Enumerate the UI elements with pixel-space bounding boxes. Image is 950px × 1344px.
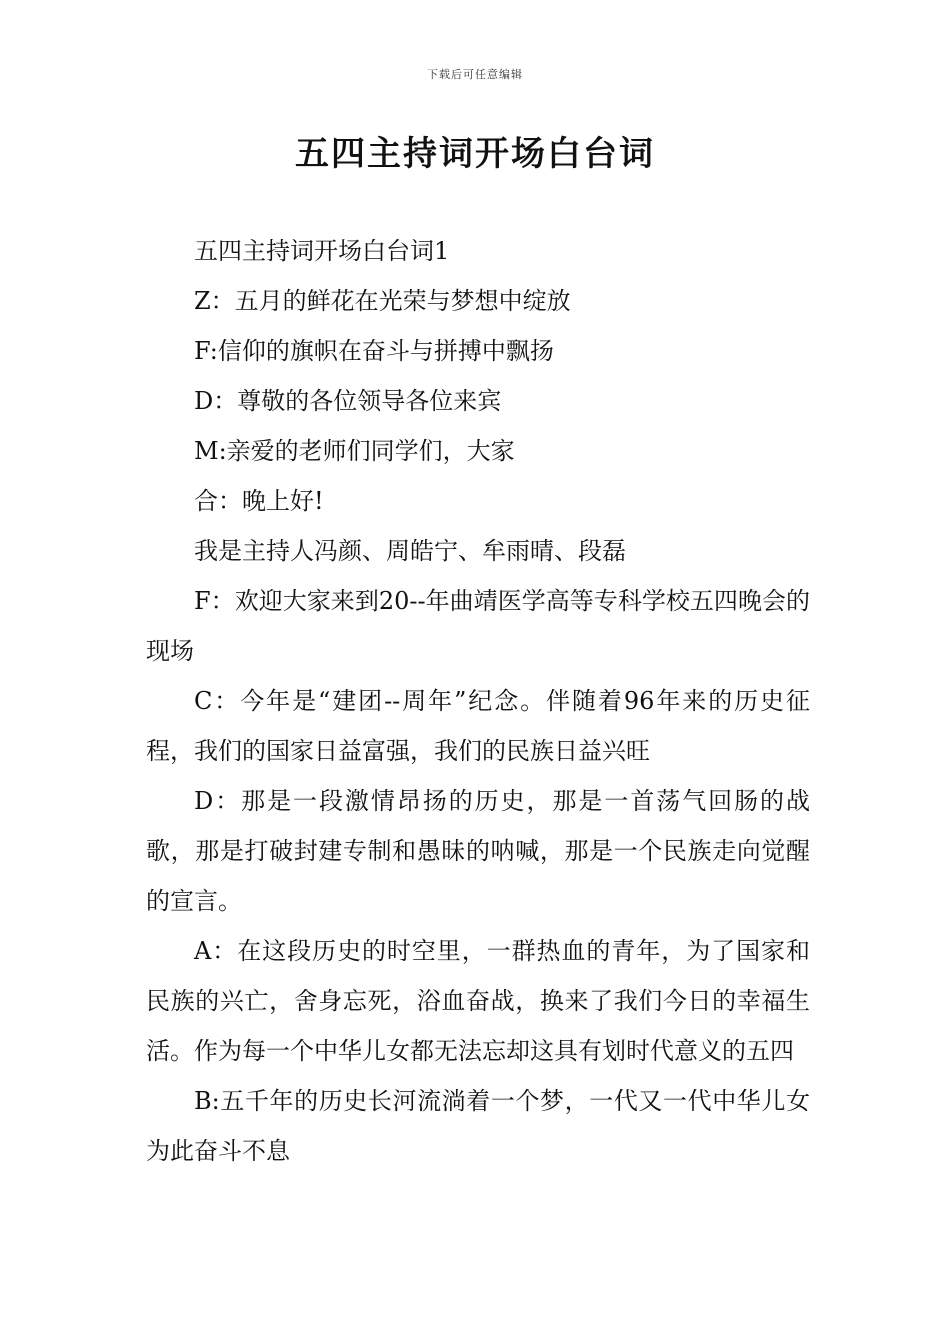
paragraph-line-z: Z：五月的鲜花在光荣与梦想中绽放 <box>194 287 571 315</box>
paragraph-line-a: A：在这段历史的时空里，一群热血的青年，为了国家和民族的兴亡，舍身忘死，浴血奋战，换来了我们今日的幸福生活。作为每一个中华儿女都无法忘却这具有划时代意义的五四 <box>146 937 810 1065</box>
paragraph-line-c: C：今年是“建团--周年”纪念。伴随着96年来的历史征程，我们的国家日益富强，我们的民族日益兴旺 <box>146 687 810 765</box>
paragraph-subtitle: 五四主持词开场白台词1 <box>194 237 450 265</box>
paragraph-line-d2: D：那是一段激情昂扬的历史，那是一首荡气回肠的战歌，那是打破封建专制和愚昧的呐喊，那是一个民族走向觉醒的宣言。 <box>146 787 810 915</box>
paragraph-line-f1: F:信仰的旗帜在奋斗与拼搏中飘扬 <box>194 337 554 365</box>
paragraph-line-d1: D：尊敬的各位领导各位来宾 <box>194 387 502 415</box>
paragraph-line-b: B:五千年的历史长河流淌着一个梦，一代又一代中华儿女为此奋斗不息 <box>146 1087 810 1165</box>
header-note: 下载后可任意编辑 <box>427 68 523 81</box>
paragraph-line-he: 合：晚上好! <box>194 487 324 515</box>
paragraph-line-f2: F：欢迎大家来到20--年曲靖医学高等专科学校五四晚会的现场 <box>146 587 810 665</box>
paragraph-hosts: 我是主持人冯颜、周皓宁、牟雨晴、段磊 <box>194 537 626 565</box>
paragraph-line-m: M:亲爱的老师们同学们，大家 <box>194 437 515 465</box>
document-body <box>146 226 810 1176</box>
page-title: 五四主持词开场白台词 <box>295 134 655 174</box>
